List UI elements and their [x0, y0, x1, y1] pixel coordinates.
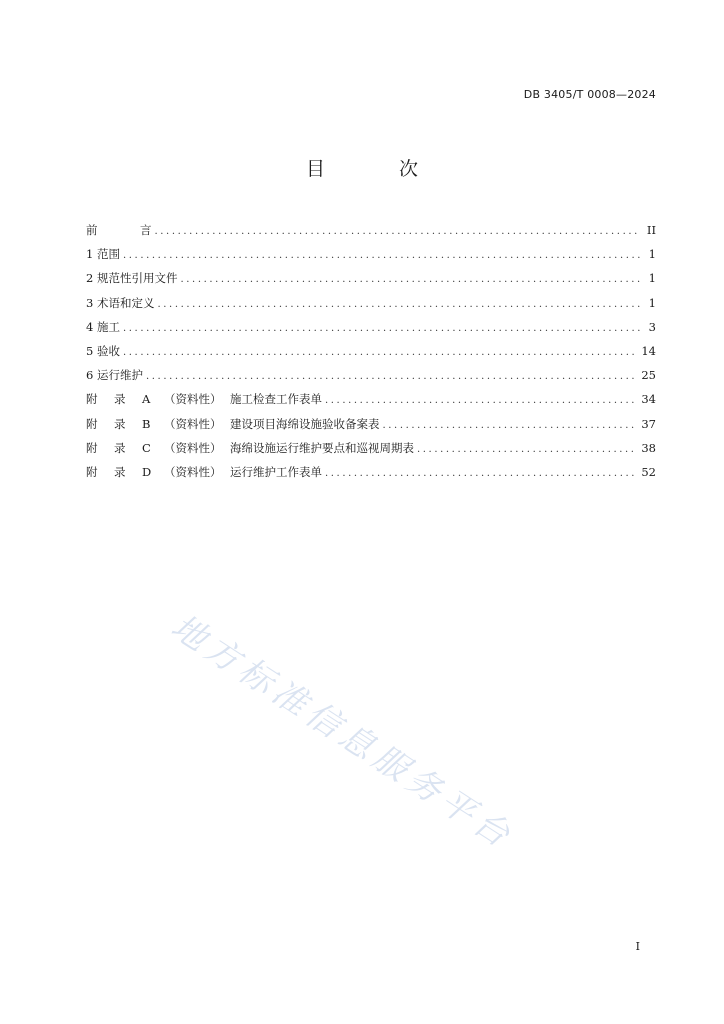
toc-leader-dots: [157, 293, 640, 317]
toc-entry-chapter-2[interactable]: [86, 266, 656, 290]
toc-entry-page: 14: [641, 343, 656, 358]
toc-entry-chapter-3[interactable]: [86, 291, 656, 315]
toc-entry-label: 3 术语和定义: [86, 295, 155, 310]
toc-entry-label: 5 验收: [86, 343, 120, 358]
toc-entry-page: 3: [648, 319, 656, 334]
toc-entry-appendix-b[interactable]: [86, 412, 656, 436]
toc-title: 目 次: [305, 158, 453, 180]
toc-entry-chapter-5[interactable]: [86, 339, 656, 363]
toc-leader-dots: [123, 317, 640, 341]
toc-entry-chapter-1[interactable]: [86, 242, 656, 266]
page-number: I: [635, 940, 640, 953]
toc-entry-label: 附 录 C （资料性） 海绵设施运行维护要点和巡视周期表: [86, 440, 414, 455]
toc-entry-label: 2 规范性引用文件: [86, 271, 178, 286]
table-of-contents: [86, 218, 656, 484]
toc-entry-label: 6 运行维护: [86, 368, 143, 383]
toc-leader-dots: [123, 341, 637, 365]
toc-entry-page: 1: [648, 295, 656, 310]
standard-code: DB 3405/T 0008—2024: [523, 88, 656, 101]
toc-entry-label: 1 范围: [86, 247, 120, 262]
watermark: 地方标准信息服务平台: [163, 606, 522, 859]
toc-leader-dots: [155, 220, 641, 244]
toc-entry-page: II: [646, 223, 656, 237]
toc-entry-appendix-d[interactable]: [86, 460, 656, 484]
toc-entry-page: 52: [641, 464, 656, 479]
toc-leader-dots: [417, 438, 637, 462]
toc-entry-page: 37: [641, 416, 656, 431]
toc-entry-page: 34: [641, 392, 656, 407]
toc-leader-dots: [325, 389, 637, 413]
toc-leader-dots: [383, 414, 638, 438]
toc-entry-label: 前 言: [86, 223, 152, 237]
toc-entry-label: 附 录 A （资料性） 施工检查工作表单: [86, 392, 322, 407]
toc-entry-chapter-6[interactable]: [86, 363, 656, 387]
toc-entry-label: 附 录 B （资料性） 建设项目海绵设施验收备案表: [86, 416, 380, 431]
toc-entry-page: 1: [648, 271, 656, 286]
toc-entry-label: 4 施工: [86, 319, 120, 334]
toc-entry-appendix-a[interactable]: [86, 387, 656, 411]
toc-entry-chapter-4[interactable]: [86, 315, 656, 339]
toc-leader-dots: [325, 462, 637, 486]
toc-entry-page: 1: [648, 247, 656, 262]
toc-entry-label: 附 录 D （资料性） 运行维护工作表单: [86, 464, 322, 479]
toc-entry-page: 38: [641, 440, 656, 455]
toc-entry-appendix-c[interactable]: [86, 436, 656, 460]
toc-leader-dots: [180, 268, 640, 292]
toc-leader-dots: [146, 365, 637, 389]
toc-leader-dots: [123, 244, 640, 268]
toc-entry-page: 25: [641, 368, 656, 383]
toc-entry-preface[interactable]: [86, 218, 656, 242]
